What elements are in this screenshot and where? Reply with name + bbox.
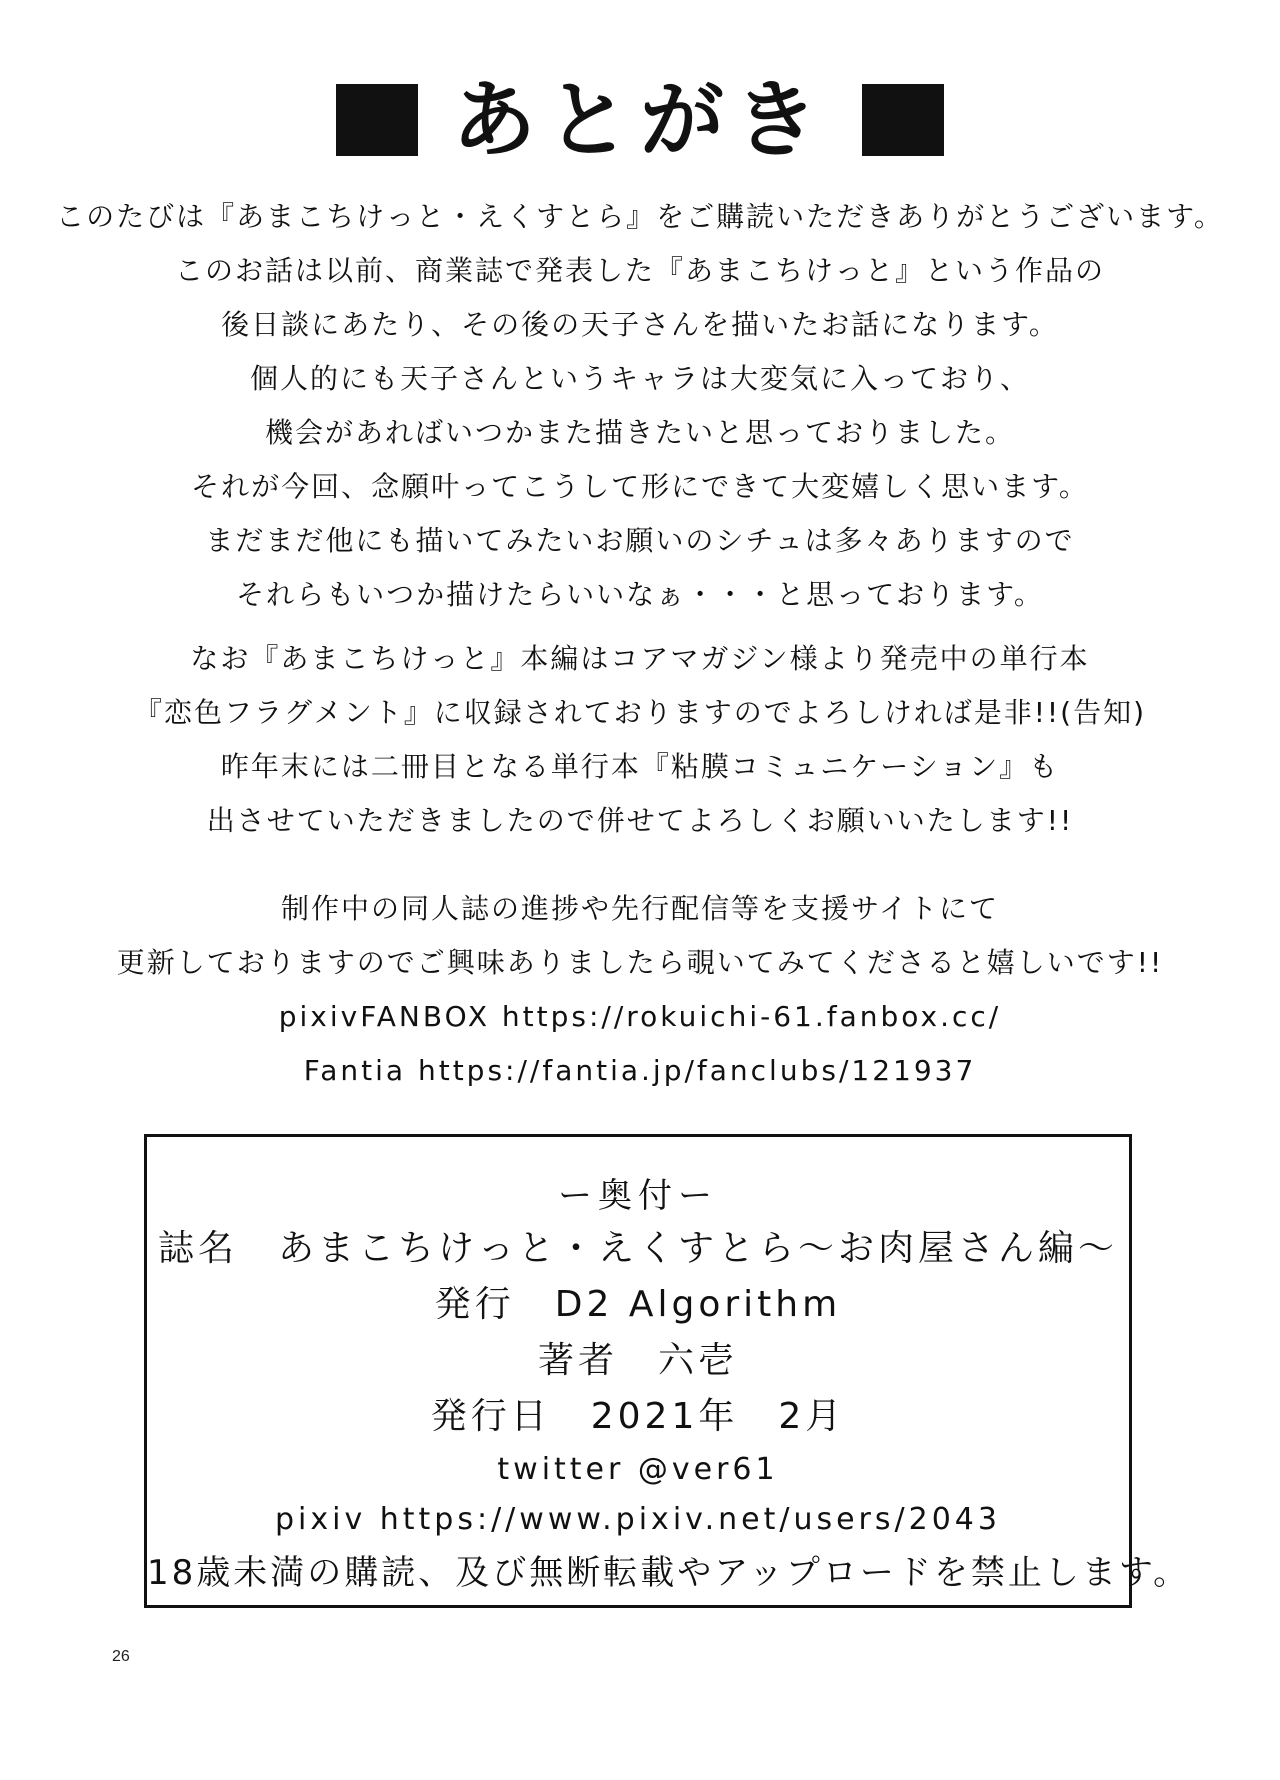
- colophon-publisher-row: 発行 D2 Algorithm: [434, 1284, 842, 1325]
- colophon-heading: ー奥付ー: [558, 1176, 718, 1216]
- text-line: 出させていただきましたので併せてよろしくお願いいたします!!: [206, 804, 1074, 837]
- fanbox-link[interactable]: pixivFANBOX https://rokuichi-61.fanbox.cc/: [278, 1000, 1002, 1033]
- afterword-paragraph-2: [0, 632, 1280, 848]
- text-line: なお『あまこちけっと』本編はコアマガジン様より発売中の単行本: [190, 642, 1090, 675]
- colophon-twitter-row[interactable]: twitter @ver61: [497, 1452, 779, 1487]
- colophon-date-row: 発行日 2021年 2月: [430, 1396, 846, 1437]
- text-line: まだまだ他にも描いてみたいお願いのシチュは多々ありますので: [205, 524, 1075, 557]
- page-number: 26: [112, 1648, 130, 1665]
- text-line: 昨年末には二冊目となる単行本『粘膜コミュニケーション』も: [220, 750, 1060, 783]
- text-line: このお話は以前、商業誌で発表した『あまこちけっと』という作品の: [174, 254, 1105, 287]
- colophon-author-row: 著者 六壱: [537, 1340, 738, 1381]
- right-square-decoration: [862, 84, 944, 156]
- afterword-header: [0, 71, 1280, 169]
- afterword-paragraph-3: [0, 882, 1280, 1098]
- text-line: 『恋色フラグメント』に収録されておりますのでよろしければ是非!!(告知): [133, 696, 1147, 729]
- text-line: それが今回、念願叶ってこうして形にできて大変嬉しく思います。: [191, 470, 1089, 503]
- left-square-decoration: [336, 84, 418, 156]
- colophon-pixiv-row[interactable]: pixiv https://www.pixiv.net/users/2043: [275, 1502, 1001, 1537]
- colophon-warning: 18歳未満の購読、及び無断転載やアップロードを禁止します。: [147, 1553, 1191, 1593]
- text-line: 機会があればいつかまた描きたいと思っておりました。: [264, 416, 1015, 449]
- text-line: 更新しておりますのでご興味ありましたら覗いてみてくださると嬉しいです!!: [116, 946, 1164, 979]
- text-line: それらもいつか描けたらいいなぁ・・・と思っております。: [236, 578, 1044, 611]
- page-title: あとがき: [451, 71, 828, 169]
- colophon-box: [144, 1134, 1191, 1608]
- text-line: 後日談にあたり、その後の天子さんを描いたお話になります。: [221, 308, 1059, 341]
- fantia-link[interactable]: Fantia https://fantia.jp/fanclubs/121937: [303, 1054, 977, 1087]
- colophon-content: [147, 1171, 1191, 1601]
- afterword-paragraph-1: [0, 190, 1280, 622]
- colophon-title-row: 誌名 あまこちけっと・えくすとら〜お肉屋さん編〜: [157, 1228, 1118, 1269]
- text-line: 制作中の同人誌の進捗や先行配信等を支援サイトにて: [280, 892, 1000, 925]
- text-line: このたびは『あまこちけっと・えくすとら』をご購読いただきありがとうございます。: [56, 200, 1224, 233]
- text-line: 個人的にも天子さんというキャラは大変気に入っており、: [249, 362, 1030, 395]
